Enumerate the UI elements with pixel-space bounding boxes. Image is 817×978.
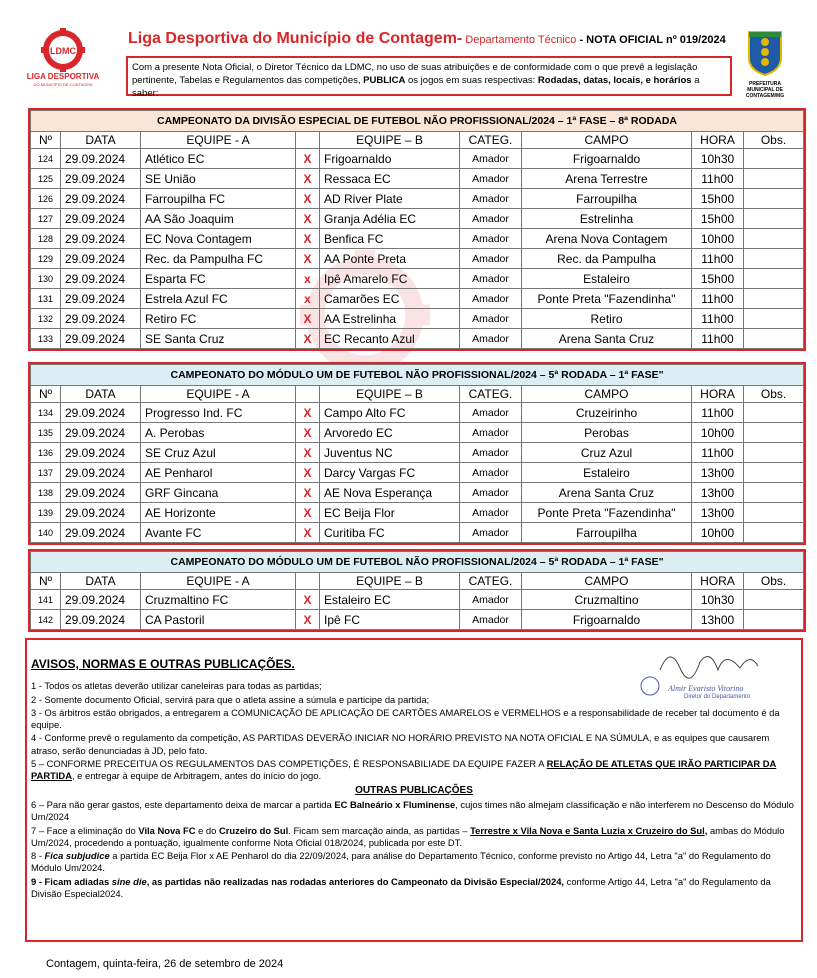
intro-bold-1: PUBLICA	[363, 75, 406, 86]
notice-9-c: , as partidas não realizadas nas rodadas anteriores do Campeonato da Divisão Especial/2024,	[146, 875, 565, 887]
table-row	[31, 209, 804, 229]
column-header: EQUIPE - A	[141, 573, 296, 590]
column-header: DATA	[61, 573, 141, 590]
game-category: Amador	[460, 189, 522, 209]
game-number: 136	[31, 443, 61, 463]
game-number: 139	[31, 503, 61, 523]
game-time: 11h00	[692, 289, 744, 309]
game-date: 29.09.2024	[61, 289, 141, 309]
column-header: Obs.	[744, 573, 804, 590]
game-date: 29.09.2024	[61, 229, 141, 249]
column-header: CAMPO	[522, 386, 692, 403]
game-time: 13h00	[692, 483, 744, 503]
outras-publicacoes-title: OUTRAS PUBLICAÇÕES	[355, 784, 473, 796]
team-b: Granja Adélia EC	[320, 209, 460, 229]
table-row	[31, 189, 804, 209]
table-row	[31, 463, 804, 483]
games-table	[30, 110, 804, 349]
column-header: CAMPO	[522, 573, 692, 590]
game-number: 126	[31, 189, 61, 209]
game-field: Cruzeirinho	[522, 403, 692, 423]
team-b: Ipê Amarelo FC	[320, 269, 460, 289]
column-header	[296, 573, 320, 590]
ldmc-logo	[24, 28, 102, 90]
table-row	[31, 403, 804, 423]
team-a: SE Santa Cruz	[141, 329, 296, 349]
notice-7-d: Cruzeiro do Sul	[218, 824, 289, 836]
versus-mark: X	[296, 463, 320, 483]
game-number: 137	[31, 463, 61, 483]
table-row	[31, 503, 804, 523]
table-row	[31, 523, 804, 543]
game-number: 133	[31, 329, 61, 349]
notice-1: 1 - Todos os atletas deverão utilizar caneleiras para todas as partidas;	[31, 680, 322, 692]
game-category: Amador	[460, 403, 522, 423]
notice-9	[31, 876, 797, 901]
game-obs	[744, 209, 804, 229]
notice-3: 3 - Os árbitros estão obrigados, a entregarem a COMUNICAÇÃO DE APLICAÇÃO DE CARTÕES AMARELOS e VERMELHOS e a responsabilidade de receber tal documento é da equipe.	[31, 706, 780, 731]
game-category: Amador	[460, 309, 522, 329]
notice-6-b: EC Balneário x Fluminense	[334, 798, 456, 810]
team-b: Benfica FC	[320, 229, 460, 249]
game-field: Cruz Azul	[522, 443, 692, 463]
game-date: 29.09.2024	[61, 503, 141, 523]
game-number: 135	[31, 423, 61, 443]
team-a: Estrela Azul FC	[141, 289, 296, 309]
column-header: HORA	[692, 132, 744, 149]
game-number: 130	[31, 269, 61, 289]
team-b: Camarões EC	[320, 289, 460, 309]
table-row	[31, 443, 804, 463]
team-a: Avante FC	[141, 523, 296, 543]
table-row	[31, 149, 804, 169]
column-header: EQUIPE - A	[141, 132, 296, 149]
game-number: 128	[31, 229, 61, 249]
table-row	[31, 423, 804, 443]
signature-role: Diretor do Departamento	[684, 694, 751, 700]
versus-mark: X	[296, 443, 320, 463]
game-field: Perobas	[522, 423, 692, 443]
team-b: Campo Alto FC	[320, 403, 460, 423]
game-field: Frigoarnaldo	[522, 149, 692, 169]
notice-5-c: , e entregar à equipe de Arbitragem, antes do início do jogo.	[71, 770, 322, 782]
team-b: Darcy Vargas FC	[320, 463, 460, 483]
game-number: 125	[31, 169, 61, 189]
game-date: 29.09.2024	[61, 209, 141, 229]
page-title	[128, 30, 738, 48]
game-field: Frigoarnaldo	[522, 610, 692, 630]
title-dept: Departamento Técnico	[462, 34, 577, 46]
game-obs	[744, 269, 804, 289]
versus-mark: X	[296, 403, 320, 423]
table-row	[31, 309, 804, 329]
game-obs	[744, 403, 804, 423]
game-category: Amador	[460, 523, 522, 543]
game-time: 10h00	[692, 229, 744, 249]
column-header: EQUIPE – B	[320, 132, 460, 149]
notice-7	[31, 825, 797, 850]
game-obs	[744, 169, 804, 189]
game-obs	[744, 329, 804, 349]
column-header: CATEG.	[460, 386, 522, 403]
game-time: 13h00	[692, 463, 744, 483]
notice-8-a: 8 -	[31, 850, 45, 862]
game-field: Arena Terrestre	[522, 169, 692, 189]
column-header: Nº	[31, 386, 61, 403]
ldmc-logo-caption: LIGA DESPORTIVA	[26, 72, 100, 81]
game-date: 29.09.2024	[61, 309, 141, 329]
team-a: EC Nova Contagem	[141, 229, 296, 249]
game-number: 138	[31, 483, 61, 503]
game-number: 131	[31, 289, 61, 309]
table-row	[31, 229, 804, 249]
game-obs	[744, 483, 804, 503]
team-b: Ipê FC	[320, 610, 460, 630]
versus-mark: X	[296, 189, 320, 209]
game-number: 129	[31, 249, 61, 269]
table-row	[31, 483, 804, 503]
game-date: 29.09.2024	[61, 443, 141, 463]
intro-text-2: os jogos em suas respectivas:	[405, 75, 538, 86]
column-header: Obs.	[744, 386, 804, 403]
footer-date: Contagem, quinta-feira, 26 de setembro de 2024	[46, 958, 284, 970]
notice-5	[31, 758, 797, 783]
games-table	[30, 364, 804, 543]
game-time: 15h00	[692, 189, 744, 209]
intro-text-1: Com a presente Nota Oficial, o Diretor Técnico da LDMC, no uso de suas atribuições e de conformidade com o que prevê a legislação pertinente, Tabelas e Regulamentos das competições,	[132, 62, 698, 86]
column-header: Nº	[31, 573, 61, 590]
column-header	[296, 386, 320, 403]
game-number: 141	[31, 590, 61, 610]
game-field: Farroupilha	[522, 189, 692, 209]
game-category: Amador	[460, 229, 522, 249]
game-date: 29.09.2024	[61, 269, 141, 289]
game-obs	[744, 590, 804, 610]
table-banner: CAMPEONATO DA DIVISÃO ESPECIAL DE FUTEBOL NÃO PROFISSIONAL/2024 – 1ª FASE – 8ª RODADA	[31, 111, 804, 132]
game-field: Rec. da Pampulha	[522, 249, 692, 269]
game-field: Retiro	[522, 309, 692, 329]
column-header: HORA	[692, 573, 744, 590]
versus-mark: X	[296, 503, 320, 523]
game-time: 15h00	[692, 209, 744, 229]
game-category: Amador	[460, 483, 522, 503]
team-b: Arvoredo EC	[320, 423, 460, 443]
game-field: Estaleiro	[522, 463, 692, 483]
column-header: EQUIPE - A	[141, 386, 296, 403]
versus-mark: X	[296, 590, 320, 610]
column-header: HORA	[692, 386, 744, 403]
table-row	[31, 329, 804, 349]
game-time: 10h30	[692, 590, 744, 610]
versus-mark: X	[296, 423, 320, 443]
game-category: Amador	[460, 289, 522, 309]
table-row	[31, 169, 804, 189]
game-date: 29.09.2024	[61, 523, 141, 543]
prefeitura-logo	[736, 30, 794, 100]
column-header: EQUIPE – B	[320, 386, 460, 403]
game-obs	[744, 249, 804, 269]
team-b: AA Estrelinha	[320, 309, 460, 329]
team-a: Atlético EC	[141, 149, 296, 169]
game-time: 13h00	[692, 503, 744, 523]
table-banner-row	[31, 111, 804, 132]
game-time: 13h00	[692, 610, 744, 630]
team-a: Progresso Ind. FC	[141, 403, 296, 423]
team-a: Farroupilha FC	[141, 189, 296, 209]
notice-7-a: 7 – Face a eliminação do	[31, 824, 139, 836]
team-b: AE Nova Esperança	[320, 483, 460, 503]
game-obs	[744, 289, 804, 309]
team-b: EC Beija Flor	[320, 503, 460, 523]
notice-9-b: sine die	[111, 875, 147, 887]
intro-box	[126, 56, 732, 99]
game-category: Amador	[460, 463, 522, 483]
column-header: CATEG.	[460, 132, 522, 149]
table-banner-row	[31, 365, 804, 386]
team-a: CA Pastoril	[141, 610, 296, 630]
game-field: Ponte Preta "Fazendinha"	[522, 503, 692, 523]
game-number: 134	[31, 403, 61, 423]
signature-name: Almir Evaristo Vitorino	[668, 684, 744, 693]
game-field: Estrelinha	[522, 209, 692, 229]
game-obs	[744, 463, 804, 483]
team-b: Curitiba FC	[320, 523, 460, 543]
team-b: AA Ponte Preta	[320, 249, 460, 269]
versus-mark: X	[296, 610, 320, 630]
game-time: 10h00	[692, 523, 744, 543]
column-header: Obs.	[744, 132, 804, 149]
game-obs	[744, 423, 804, 443]
versus-mark: X	[296, 249, 320, 269]
game-obs	[744, 523, 804, 543]
column-header: EQUIPE – B	[320, 573, 460, 590]
game-category: Amador	[460, 503, 522, 523]
game-number: 132	[31, 309, 61, 329]
document-header	[0, 0, 817, 110]
signature-block	[590, 640, 790, 700]
column-header: DATA	[61, 386, 141, 403]
team-b: EC Recanto Azul	[320, 329, 460, 349]
column-header: DATA	[61, 132, 141, 149]
versus-mark: x	[296, 289, 320, 309]
game-date: 29.09.2024	[61, 329, 141, 349]
notice-7-g: ambas do Módulo Um/2024, procedendo a pontuação, igualmente conforme Nota Oficial 018/2024, publicada por este DT.	[31, 824, 785, 848]
game-date: 29.09.2024	[61, 590, 141, 610]
game-time: 11h00	[692, 443, 744, 463]
game-time: 11h00	[692, 169, 744, 189]
notice-7-b: Vila Nova FC	[138, 824, 196, 836]
game-time: 10h00	[692, 423, 744, 443]
game-category: Amador	[460, 149, 522, 169]
versus-mark: X	[296, 169, 320, 189]
game-field: Estaleiro	[522, 269, 692, 289]
table-banner-row	[31, 552, 804, 573]
notice-8	[31, 850, 797, 875]
team-a: AA São Joaquim	[141, 209, 296, 229]
game-category: Amador	[460, 423, 522, 443]
game-field: Cruzmaltino	[522, 590, 692, 610]
column-header: CAMPO	[522, 132, 692, 149]
notice-9-d: conforme Artigo 44, Letra "a" do Regulamento da Divisão Especial2024.	[31, 875, 771, 900]
table-row	[31, 289, 804, 309]
game-category: Amador	[460, 249, 522, 269]
versus-mark: X	[296, 523, 320, 543]
versus-mark: X	[296, 329, 320, 349]
versus-mark: X	[296, 229, 320, 249]
game-obs	[744, 189, 804, 209]
notice-7-c: e do	[195, 824, 219, 836]
game-date: 29.09.2024	[61, 463, 141, 483]
team-b: AD River Plate	[320, 189, 460, 209]
title-main: Liga Desportiva do Município de Contagem-	[128, 30, 463, 47]
team-a: SE União	[141, 169, 296, 189]
game-time: 11h00	[692, 249, 744, 269]
game-category: Amador	[460, 329, 522, 349]
game-category: Amador	[460, 443, 522, 463]
game-date: 29.09.2024	[61, 423, 141, 443]
game-time: 15h00	[692, 269, 744, 289]
game-obs	[744, 443, 804, 463]
game-date: 29.09.2024	[61, 249, 141, 269]
game-field: Ponte Preta "Fazendinha"	[522, 289, 692, 309]
game-date: 29.09.2024	[61, 403, 141, 423]
table-row	[31, 269, 804, 289]
game-obs	[744, 503, 804, 523]
game-category: Amador	[460, 610, 522, 630]
game-field: Arena Santa Cruz	[522, 329, 692, 349]
table-row	[31, 590, 804, 610]
team-b: Ressaca EC	[320, 169, 460, 189]
versus-mark: X	[296, 149, 320, 169]
notice-7-e: . Ficam sem marcação ainda, as partidas –	[288, 824, 471, 836]
table-banner: CAMPEONATO DO MÓDULO UM DE FUTEBOL NÃO PROFISSIONAL/2024 – 5ª RODADA – 1ª FASE"	[31, 365, 804, 386]
column-header: Nº	[31, 132, 61, 149]
game-number: 127	[31, 209, 61, 229]
table-banner: CAMPEONATO DO MÓDULO UM DE FUTEBOL NÃO PROFISSIONAL/2024 – 5ª RODADA – 1ª FASE"	[31, 552, 804, 573]
versus-mark: x	[296, 269, 320, 289]
notice-2: 2 - Somente documento Oficial, servirá para que o atleta assine a súmula e participe da partida;	[31, 693, 430, 705]
versus-mark: X	[296, 309, 320, 329]
column-header: CATEG.	[460, 573, 522, 590]
intro-text-3: a saber:	[132, 75, 700, 99]
team-a: A. Perobas	[141, 423, 296, 443]
notices-heading: AVISOS, NORMAS E OUTRAS PUBLICAÇÕES.	[31, 657, 295, 671]
ldmc-logo-sub: DO MUNICÍPIO DE CONTAGEM	[33, 82, 93, 87]
game-obs	[744, 309, 804, 329]
intro-bold-2: Rodadas, datas, locais, e horários	[537, 75, 692, 86]
title-note: - NOTA OFICIAL nº 019/2024	[576, 34, 726, 46]
game-date: 29.09.2024	[61, 189, 141, 209]
notice-5-a: 5 – CONFORME PRECEITUA OS REGULAMENTOS DAS COMPETIÇÕES, É RESPONSABILIADE DA EQUIPE FAZER A	[31, 758, 547, 770]
game-field: Arena Santa Cruz	[522, 483, 692, 503]
table-header-row	[31, 132, 804, 149]
game-obs	[744, 229, 804, 249]
column-header	[296, 132, 320, 149]
team-a: Cruzmaltino FC	[141, 590, 296, 610]
team-b: Estaleiro EC	[320, 590, 460, 610]
game-category: Amador	[460, 169, 522, 189]
notice-6-c: , cujos times não almejam classificação e não interferem no Descenso do Módulo Um/2024	[31, 798, 794, 823]
game-number: 142	[31, 610, 61, 630]
game-obs	[744, 149, 804, 169]
table-row	[31, 249, 804, 269]
game-time: 11h00	[692, 403, 744, 423]
ldmc-logo-text: LDMC	[50, 46, 76, 56]
game-category: Amador	[460, 590, 522, 610]
team-a: GRF Gincana	[141, 483, 296, 503]
game-category: Amador	[460, 269, 522, 289]
team-a: SE Cruz Azul	[141, 443, 296, 463]
table-row	[31, 610, 804, 630]
game-field: Farroupilha	[522, 523, 692, 543]
team-a: Retiro FC	[141, 309, 296, 329]
notice-5-b: RELAÇÃO DE ATLETAS QUE IRÃO PARTICIPAR DA PARTIDA	[31, 758, 777, 782]
game-obs	[744, 610, 804, 630]
game-number: 124	[31, 149, 61, 169]
prefeitura-caption: PREFEITURA MUNICIPAL DE CONTAGEM/MG	[745, 81, 785, 99]
game-date: 29.09.2024	[61, 610, 141, 630]
team-a: Rec. da Pampulha FC	[141, 249, 296, 269]
team-a: Esparta FC	[141, 269, 296, 289]
game-date: 29.09.2024	[61, 483, 141, 503]
games-table	[30, 551, 804, 630]
team-a: AE Horizonte	[141, 503, 296, 523]
table-header-row	[31, 386, 804, 403]
team-a: AE Penharol	[141, 463, 296, 483]
game-time: 11h00	[692, 309, 744, 329]
team-b: Frigoarnaldo	[320, 149, 460, 169]
table-header-row	[31, 573, 804, 590]
notice-7-f: Terrestre x Vila Nova e Santa Luzia x Cruzeiro do Sul,	[470, 824, 708, 836]
notice-6-a: 6 – Para não gerar gastos, este departamento deixa de marcar a partida	[31, 798, 335, 810]
notice-9-a: 9 - Ficam adiadas	[31, 875, 112, 887]
game-number: 140	[31, 523, 61, 543]
game-category: Amador	[460, 209, 522, 229]
notice-4: 4 - Conforme prevê o regulamento da competição, AS PARTIDAS DEVERÃO INICIAR NO HORÁRIO PREVISTO NA NOTA OFICIAL E NA SÚMULA, e as equipes que causarem atraso, serão denunciadas à JD, pelo fato.	[31, 732, 770, 756]
team-b: Juventus NC	[320, 443, 460, 463]
game-time: 11h00	[692, 329, 744, 349]
game-date: 29.09.2024	[61, 169, 141, 189]
notice-8-b: Fica subjudice	[44, 850, 110, 862]
game-time: 10h30	[692, 149, 744, 169]
notice-6	[31, 799, 797, 824]
versus-mark: X	[296, 209, 320, 229]
game-field: Arena Nova Contagem	[522, 229, 692, 249]
versus-mark: X	[296, 483, 320, 503]
notice-8-c: a partida EC Beija Flor x AE Penharol do dia 22/09/2024, para análise do Departamento Técnico, conforme previsto no Artigo 44, Letra "a" do Regulamento do Módulo Um/2024.	[31, 850, 771, 874]
game-date: 29.09.2024	[61, 149, 141, 169]
